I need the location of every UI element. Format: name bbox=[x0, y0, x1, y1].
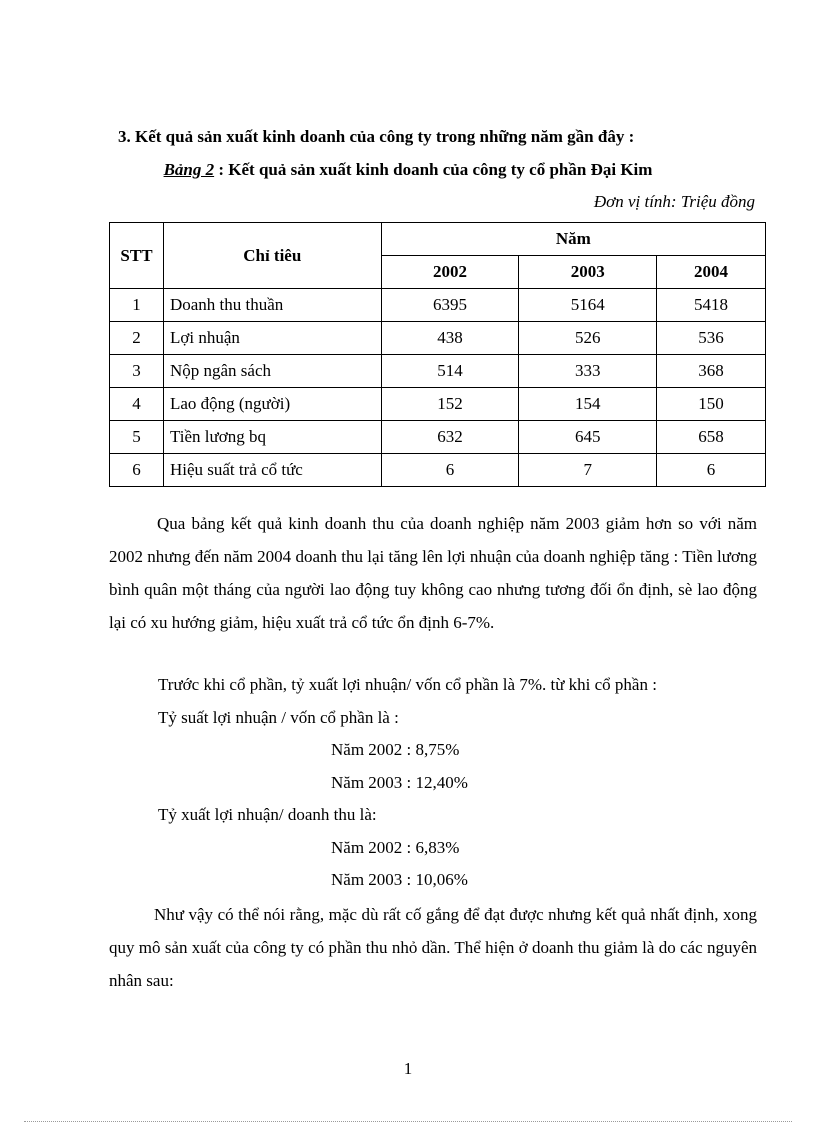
analysis-paragraph: Qua bảng kết quả kinh doanh thu của doanh nghiệp năm 2003 giảm hơn so với năm 2002 nhưng đến năm 2004 doanh thu lại tăng lên lợi nhuận của doanh nghiệp tăng : Tiền lương bình quân một tháng của người lao động tuy không cao nhưng tương đối ổn định, sè lao động lại có xu hướng giảm, hiệu xuất trả cổ tức ổn định 6-7%. bbox=[109, 514, 757, 632]
unit-note: Đơn vị tính: Triệu đồng bbox=[593, 192, 755, 211]
header-year-group: Năm bbox=[381, 223, 765, 256]
row-value: 645 bbox=[519, 421, 657, 454]
row-label: Lao động (người) bbox=[163, 388, 381, 421]
row-label: Nộp ngân sách bbox=[163, 355, 381, 388]
row-stt: 2 bbox=[110, 322, 164, 355]
table-caption bbox=[0, 160, 816, 180]
row-value: 6 bbox=[657, 454, 766, 487]
row-value: 333 bbox=[519, 355, 657, 388]
row-label: Doanh thu thuần bbox=[163, 289, 381, 322]
ratio-equity-2002: Năm 2002 : 8,75% bbox=[331, 740, 460, 759]
header-year: 2004 bbox=[657, 256, 766, 289]
row-value: 152 bbox=[381, 388, 519, 421]
table-row bbox=[110, 454, 766, 487]
table-header-row bbox=[110, 223, 766, 256]
conclusion-paragraph: Như vậy có thể nói rằng, mặc dù rất cố gắng để đạt được nhưng kết quả nhất định, xong quy mô sản xuất của công ty có phần thu nhỏ dần. Thể hiện ở doanh thu giảm là do các nguyên nhân sau: bbox=[109, 905, 757, 990]
table-row bbox=[110, 421, 766, 454]
row-label: Tiền lương bq bbox=[163, 421, 381, 454]
row-value: 5418 bbox=[657, 289, 766, 322]
table-row bbox=[110, 388, 766, 421]
row-value: 368 bbox=[657, 355, 766, 388]
row-value: 5164 bbox=[519, 289, 657, 322]
row-value: 154 bbox=[519, 388, 657, 421]
row-value: 514 bbox=[381, 355, 519, 388]
ratio-equity-title: Tỷ suất lợi nhuận / vốn cổ phần là : bbox=[158, 708, 399, 727]
table-row bbox=[110, 289, 766, 322]
ratio-revenue-2002: Năm 2002 : 6,83% bbox=[331, 838, 460, 857]
page-bottom-divider bbox=[24, 1121, 792, 1122]
header-stt: STT bbox=[110, 223, 164, 289]
table-caption-text: : Kết quả sản xuất kinh doanh của công ty cổ phần Đại Kim bbox=[214, 160, 653, 179]
row-value: 6395 bbox=[381, 289, 519, 322]
row-value: 150 bbox=[657, 388, 766, 421]
row-value: 7 bbox=[519, 454, 657, 487]
page-number: 1 bbox=[403, 1059, 413, 1078]
row-label: Hiệu suất trả cổ tức bbox=[163, 454, 381, 487]
table-row bbox=[110, 322, 766, 355]
section-heading: 3. Kết quả sản xuất kinh doanh của công ty trong những năm gần đây : bbox=[118, 127, 635, 146]
table-row bbox=[110, 355, 766, 388]
results-table bbox=[109, 222, 766, 487]
row-stt: 6 bbox=[110, 454, 164, 487]
header-year: 2003 bbox=[519, 256, 657, 289]
row-value: 536 bbox=[657, 322, 766, 355]
table-caption-label: Bảng 2 bbox=[163, 160, 215, 179]
header-indicator: Chỉ tiêu bbox=[163, 223, 381, 289]
row-value: 632 bbox=[381, 421, 519, 454]
row-value: 438 bbox=[381, 322, 519, 355]
row-value: 658 bbox=[657, 421, 766, 454]
header-year: 2002 bbox=[381, 256, 519, 289]
row-value: 6 bbox=[381, 454, 519, 487]
row-value: 526 bbox=[519, 322, 657, 355]
ratio-revenue-title: Tỷ xuất lợi nhuận/ doanh thu là: bbox=[158, 805, 377, 824]
row-stt: 1 bbox=[110, 289, 164, 322]
ratio-equity-2003: Năm 2003 : 12,40% bbox=[331, 773, 468, 792]
ratio-revenue-2003: Năm 2003 : 10,06% bbox=[331, 870, 468, 889]
row-stt: 4 bbox=[110, 388, 164, 421]
row-stt: 5 bbox=[110, 421, 164, 454]
row-stt: 3 bbox=[110, 355, 164, 388]
row-label: Lợi nhuận bbox=[163, 322, 381, 355]
pre-equitization-note: Trước khi cổ phần, tỷ xuất lợi nhuận/ vốn cổ phần là 7%. từ khi cổ phần : bbox=[158, 675, 657, 694]
